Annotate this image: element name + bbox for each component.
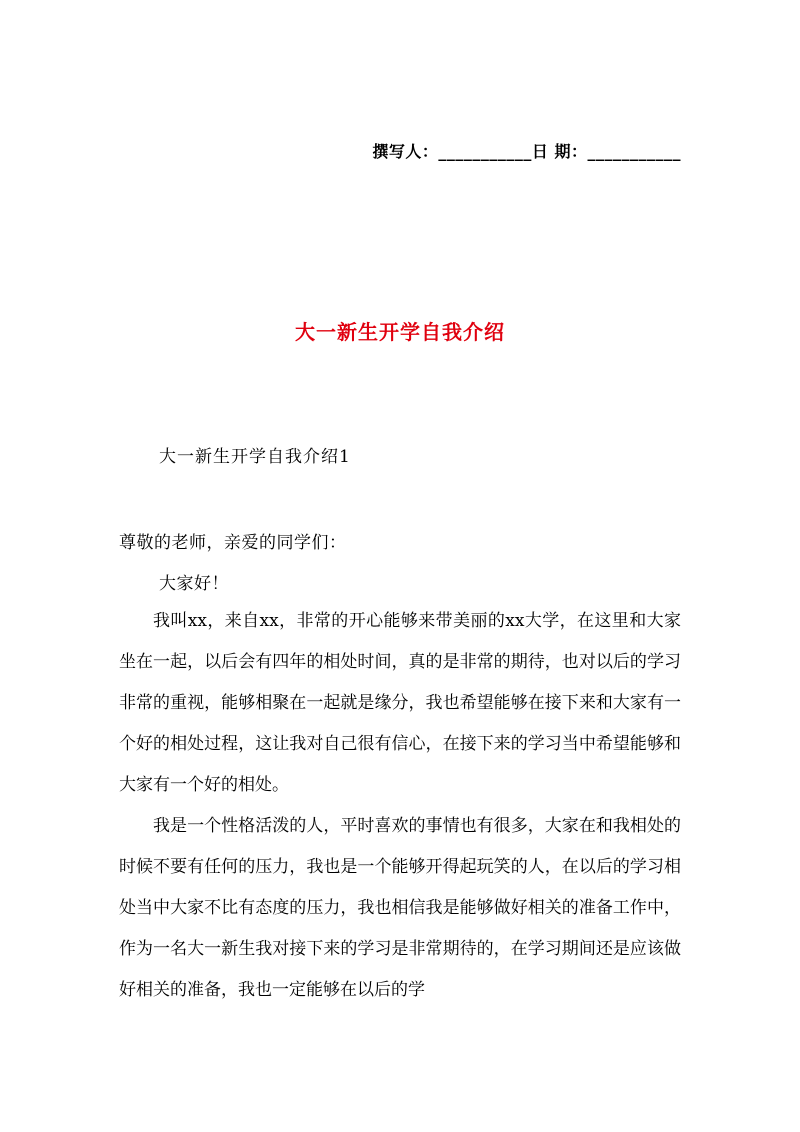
author-blank: ___________ [438,142,532,161]
paragraph-1: 我叫xx，来自xx，非常的开心能够来带美丽的xx大学，在这里和大家坐在一起，以后会有四年的相处时间，真的是非常的期待，也对以后的学习非常的重视，能够相聚在一起就是缘分，我也希望能够在接下来和大家有一个好的相处过程，这让我对自己很有信心，在接下来的学习当中希望能够和大家有一个好的相处。 [119,611,681,795]
paragraph-2: 我是一个性格活泼的人，平时喜欢的事情也有很多，大家在和我相处的时候不要有任何的压力，我也是一个能够开得起玩笑的人，在以后的学习相处当中大家不比有态度的压力，我也相信我是能够做好相关的准备工作中，作为一名大一新生我对接下来的学习是非常期待的，在学习期间还是应该做好相关的准备，我也一定能够在以后的学 [119,816,681,1000]
date-blank: ___________ [587,142,681,161]
date-label: 日 期： [531,142,588,161]
author-label: 撰写人： [372,142,439,161]
section-heading: 大一新生开学自我介绍1 [159,447,351,467]
salutation: 尊敬的老师，亲爱的同学们： [119,533,347,553]
header-line [372,139,681,162]
document-title: 大一新生开学自我介绍 [295,320,505,344]
greeting: 大家好！ [159,574,229,594]
